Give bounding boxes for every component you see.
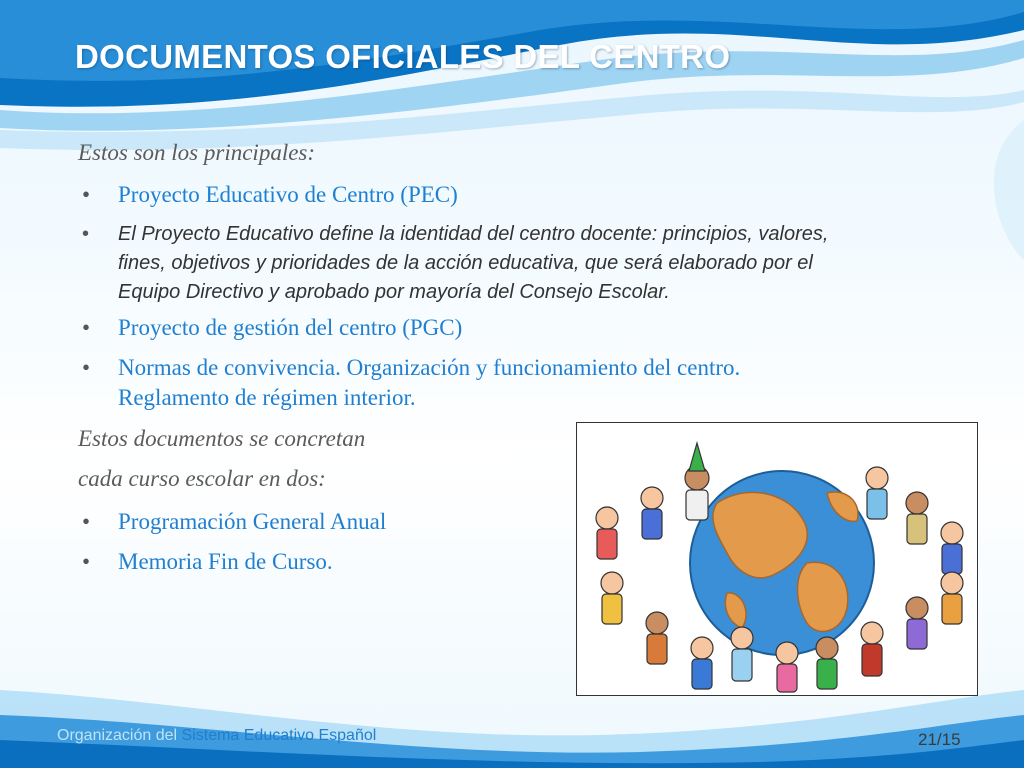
page-number: 21/15 (918, 730, 961, 749)
footer-part-1: Organización del (57, 727, 182, 744)
bullet-pec-description: • El Proyecto Educativo define la identidad del centro docente: principios, valores, fines, objetivos y prioridades de la acción educativa, que será elaborado por el Equipo Directivo y aprobado por mayoría del Consejo Escolar. (78, 220, 878, 307)
slide-content (78, 138, 878, 587)
bullet-list-top (78, 180, 878, 413)
intro-text: Estos son los principales: (78, 140, 316, 165)
bullet-pga: • Programación General Anual (78, 507, 878, 537)
bullet-memoria: • Memoria Fin de Curso. (78, 547, 878, 577)
slide-title: DOCUMENTOS OFICIALES DEL CENTRO (75, 38, 731, 75)
concretan-line-2: cada curso escolar en dos: (78, 466, 326, 491)
bullet-list-bottom (78, 507, 878, 577)
footer-course-name (57, 727, 376, 745)
bullet-pgc: • Proyecto de gestión del centro (PGC) (78, 313, 878, 343)
concretan-line-1: Estos documentos se concretan (78, 426, 366, 451)
bullet-normas: • Normas de convivencia. Organización y funcionamiento del centro. Reglamento de régimen interior. (78, 353, 808, 413)
footer-part-2: Sistema Educativo Español (181, 727, 377, 744)
concretan-text (78, 419, 878, 499)
bullet-pec: • Proyecto Educativo de Centro (PEC) (78, 180, 878, 210)
